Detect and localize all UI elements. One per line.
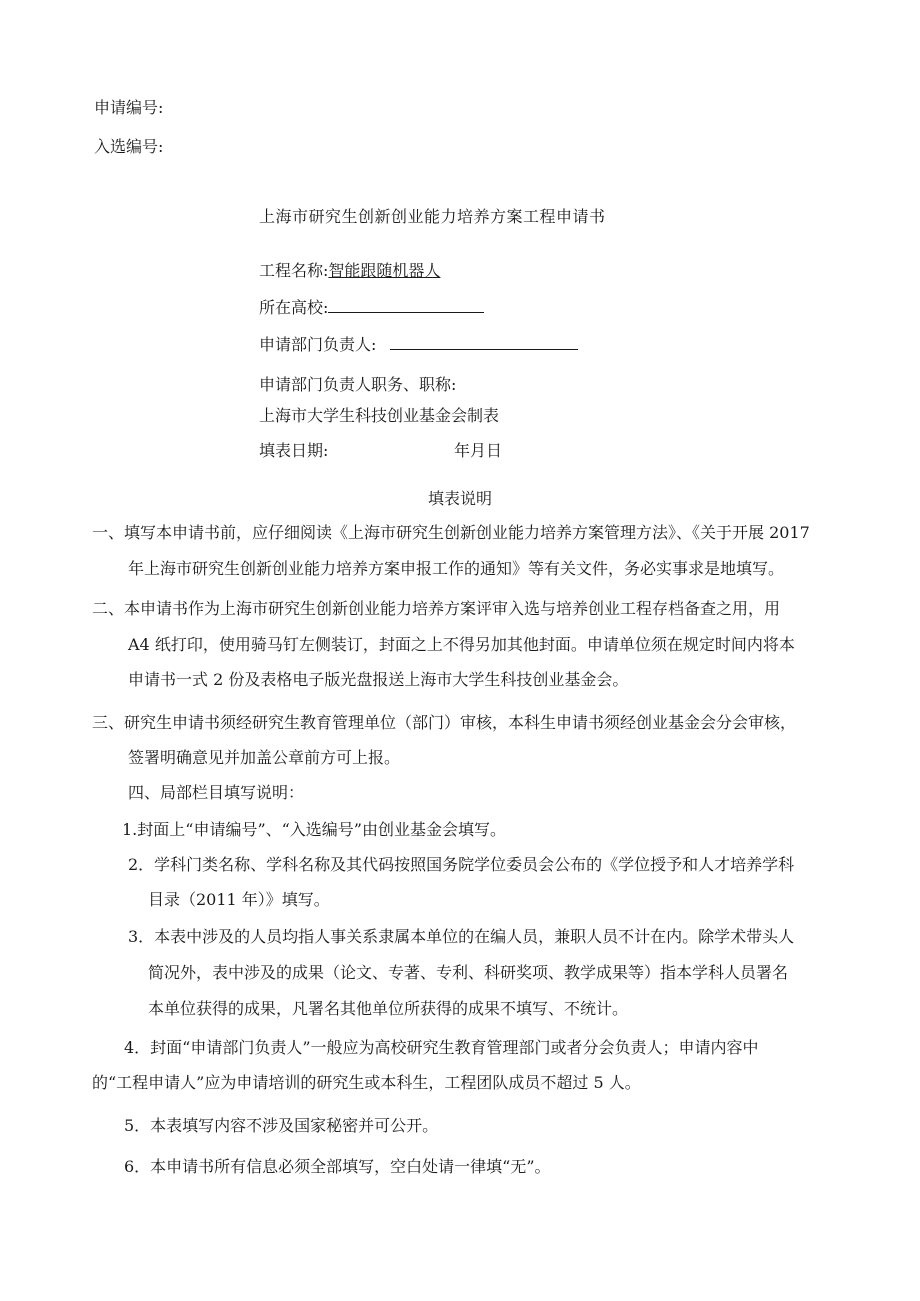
instruction-line: 2．学科门类名称、学科名称及其代码按照国务院学位委员会公布的《学位授予和人才培养学科 <box>128 855 795 874</box>
instruction-line: 5．本表填写内容不涉及国家秘密并可公开。 <box>124 1116 439 1135</box>
instruction-line: A4 纸打印，使用骑马钉左侧装订，封面之上不得另加其他封面。申请单位须在规定时间内将本 <box>128 635 795 654</box>
project-name-label: 工程名称: <box>259 261 329 280</box>
instruction-line: 1.封面上“申请编号”、“入选编号”由创业基金会填写。 <box>122 820 506 839</box>
made-by-text: 上海市大学生科技创业基金会制表 <box>259 406 500 425</box>
instruction-line: 年上海市研究生创新创业能力培养方案申报工作的通知》等有关文件，务必实事求是地填写。 <box>128 559 785 578</box>
instruction-line: 本单位获得的成果，凡署名其他单位所获得的成果不填写、不统计。 <box>148 999 629 1018</box>
dept-head-label: 申请部门负责人: <box>259 335 377 354</box>
instruction-line: 四、局部栏目填写说明： <box>128 783 305 802</box>
dept-head-field[interactable] <box>390 335 578 350</box>
instruction-line: 的“工程申请人”应为申请培训的研究生或本科生，工程团队成员不超过 5 人。 <box>92 1073 641 1092</box>
instruction-line: 6．本申请书所有信息必须全部填写，空白处请一律填“无”。 <box>124 1157 551 1176</box>
dept-head-row <box>259 335 578 355</box>
instruction-line: 4．封面“申请部门负责人”一般应为高校研究生教育管理部门或者分会负责人；申请内容中 <box>124 1038 759 1057</box>
project-name-row <box>259 261 440 281</box>
application-number-label: 申请编号: <box>94 98 164 117</box>
dept-head-position-label: 申请部门负责人职务、职称: <box>259 375 457 394</box>
date-value: 年月日 <box>454 441 503 460</box>
instruction-line: 3．本表中涉及的人员均指人事关系隶属本单位的在编人员，兼职人员不计在内。除学术带头人 <box>128 927 795 946</box>
instruction-line: 目录（2011 年）》填写。 <box>148 890 330 909</box>
date-label: 填表日期: <box>259 441 329 460</box>
university-field[interactable] <box>328 298 484 313</box>
instruction-line: 简况外，表中涉及的成果（论文、专著、专利、科研奖项、教学成果等）指本学科人员署名 <box>148 963 789 982</box>
instruction-line: 三、研究生申请书须经研究生教育管理单位（部门）审核，本科生申请书须经创业基金会分会审核， <box>92 713 797 732</box>
university-label: 所在高校: <box>259 298 329 317</box>
cover-title: 上海市研究生创新创业能力培养方案工程申请书 <box>259 207 606 226</box>
instruction-line: 签署明确意见并加盖公章前方可上报。 <box>128 748 401 767</box>
instruction-line: 申请书一式 2 份及表格电子版光盘报送上海市大学生科技创业基金会。 <box>128 670 629 689</box>
selection-number-label: 入选编号: <box>94 137 164 156</box>
instruction-line: 一、填写本申请书前，应仔细阅读《上海市研究生创新创业能力培养方案管理方法》、《关于开展 2017 <box>92 523 810 542</box>
instruction-line: 二、本申请书作为上海市研究生创新创业能力培养方案评审入选与培养创业工程存档备查之用，用 <box>92 599 781 618</box>
instructions-heading: 填表说明 <box>428 489 493 508</box>
project-name-value[interactable]: 智能跟随机器人 <box>328 261 441 280</box>
university-row <box>259 298 484 318</box>
